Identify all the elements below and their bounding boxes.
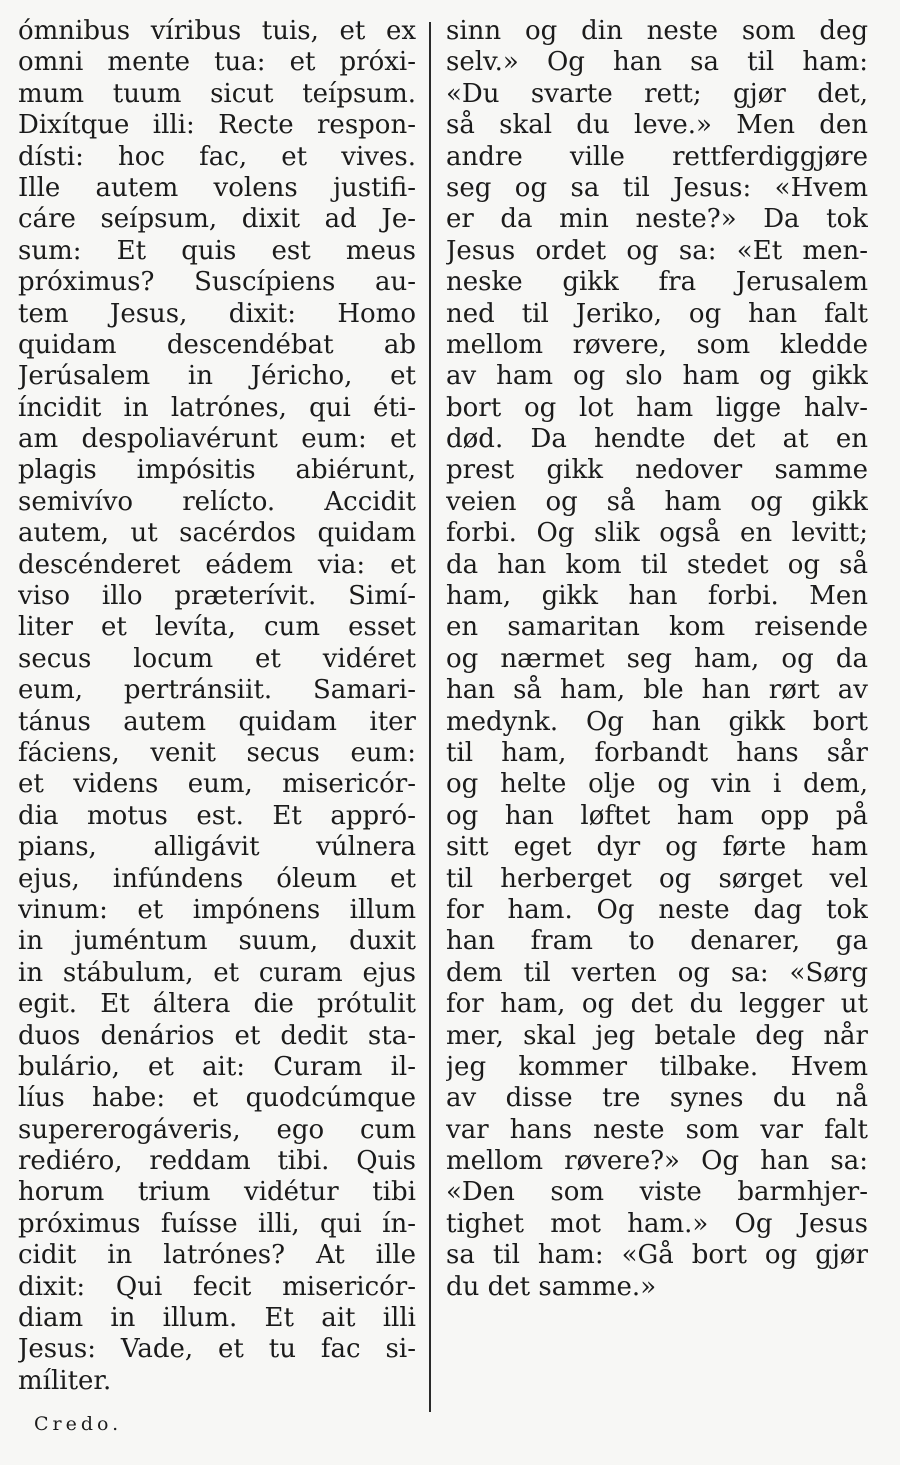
norwegian-text-line: andre ville rettferdiggjøre: [446, 141, 868, 172]
latin-text-line: cidit in latrónes? At ille: [18, 1240, 416, 1271]
norwegian-text-line: og han løftet ham opp på: [446, 800, 868, 831]
norwegian-text-line: «Den som viste barmhjer-: [446, 1177, 868, 1208]
latin-text-line: tánus autem quidam iter: [18, 706, 416, 737]
norwegian-text-line: han fram to denarer, ga: [446, 926, 868, 957]
latin-text-line: míliter.: [18, 1365, 112, 1396]
norwegian-text-line: seg og sa til Jesus: «Hvem: [446, 172, 868, 203]
latin-text-line: Jesus: Vade, et tu fac si-: [18, 1334, 416, 1365]
norwegian-text-line: av ham og slo ham og gikk: [446, 361, 868, 392]
norwegian-text-line: prest gikk nedover samme: [446, 455, 868, 486]
latin-text-line: liter et levíta, cum esset: [18, 612, 416, 643]
latin-text-line: autem, ut sacérdos quidam: [18, 518, 416, 549]
latin-text-line: viso illo præterívit. Simí-: [18, 581, 416, 612]
latin-text-line: descénderet eádem via: et: [18, 549, 416, 580]
norwegian-text-line: sinn og din neste som deg: [446, 16, 868, 46]
latin-text-line: supererogáveris, ego cum: [18, 1114, 416, 1145]
norwegian-text-line: medynk. Og han gikk bort: [446, 706, 868, 737]
column-divider: [429, 22, 431, 1412]
norwegian-text-line: sa til ham: «Gå bort og gjør: [446, 1240, 868, 1271]
latin-text-line: egit. Et áltera die prótulit: [18, 989, 416, 1020]
latin-text-line: próximus? Suscípiens au-: [18, 267, 416, 298]
norwegian-text-line: bort og lot ham ligge halv-: [446, 392, 868, 423]
latin-text-line: horum trium vidétur tibi: [18, 1177, 416, 1208]
latin-text-line: dia motus est. Et appró-: [18, 800, 416, 831]
norwegian-text-line: mer, skal jeg betale deg når: [446, 1020, 868, 1051]
norwegian-text-line: neske gikk fra Jerusalem: [446, 267, 868, 298]
latin-text-line: omni mente tua: et próxi-: [18, 47, 416, 78]
norwegian-text-line: og helte olje og vin i dem,: [446, 769, 868, 800]
norwegian-text-line: ned til Jeriko, og han falt: [446, 298, 868, 329]
norwegian-text-line: så skal du leve.» Men den: [446, 110, 868, 141]
norwegian-text-line: mellom røvere?» Og han sa:: [446, 1146, 868, 1177]
norwegian-text-column: [446, 16, 868, 1303]
norwegian-text-line: død. Da hendte det at en: [446, 424, 868, 455]
latin-text-column: [18, 16, 416, 1397]
latin-text-line: cáre seípsum, dixit ad Je-: [18, 204, 416, 235]
norwegian-text-line: «Du svarte rett; gjør det,: [446, 78, 868, 109]
norwegian-text-line: ham, gikk han forbi. Men: [446, 581, 868, 612]
latin-text-line: Ille autem volens justifi-: [18, 172, 416, 203]
latin-text-line: am despoliavérunt eum: et: [18, 424, 416, 455]
norwegian-text-line: selv.» Og han sa til ham:: [446, 47, 868, 78]
norwegian-text-line: Jesus ordet og sa: «Et men-: [446, 235, 868, 266]
latin-text-line: bulário, et ait: Curam il-: [18, 1051, 416, 1082]
latin-text-line: duos denários et dedit sta-: [18, 1020, 416, 1051]
norwegian-text-line: en samaritan kom reisende: [446, 612, 868, 643]
norwegian-text-line: til ham, forbandt hans sår: [446, 737, 868, 768]
latin-text-line: próximus fuísse illi, qui ín-: [18, 1208, 416, 1239]
norwegian-text-line: til herberget og sørget vel: [446, 863, 868, 894]
norwegian-text-line: da han kom til stedet og så: [446, 549, 868, 580]
latin-text-line: íncidit in latrónes, qui éti-: [18, 392, 416, 423]
latin-text-line: dixit: Qui fecit misericór-: [18, 1271, 416, 1302]
norwegian-text-line: av disse tre synes du nå: [446, 1083, 868, 1114]
latin-text-line: tem Jesus, dixit: Homo: [18, 298, 416, 329]
latin-text-line: ejus, infúndens óleum et: [18, 863, 416, 894]
latin-text-line: in juméntum suum, duxit: [18, 926, 416, 957]
latin-text-line: et videns eum, misericór-: [18, 769, 416, 800]
norwegian-text-line: tighet mot ham.» Og Jesus: [446, 1208, 868, 1239]
latin-text-line: ómnibus víribus tuis, et ex: [18, 16, 416, 46]
norwegian-text-line: han så ham, ble han rørt av: [446, 675, 868, 706]
latin-text-line: vinum: et impónens illum: [18, 894, 416, 925]
norwegian-text-line: forbi. Og slik også en levitt;: [446, 518, 868, 549]
latin-text-line: rediéro, reddam tibi. Quis: [18, 1146, 416, 1177]
credo-heading: Credo.: [34, 1413, 123, 1435]
latin-text-line: pians, alligávit vúlnera: [18, 832, 416, 863]
latin-text-line: semivívo relícto. Accidit: [18, 486, 416, 517]
latin-text-line: quidam descendébat ab: [18, 329, 416, 360]
latin-text-line: dísti: hoc fac, et vives.: [18, 141, 416, 172]
norwegian-text-line: mellom røvere, som kledde: [446, 329, 868, 360]
norwegian-text-line: er da min neste?» Da tok: [446, 204, 868, 235]
norwegian-text-line: var hans neste som var falt: [446, 1114, 868, 1145]
latin-text-line: Dixítque illi: Recte respon-: [18, 110, 416, 141]
norwegian-text-line: sitt eget dyr og førte ham: [446, 832, 868, 863]
norwegian-text-line: og nærmet seg ham, og da: [446, 643, 868, 674]
latin-text-line: in stábulum, et curam ejus: [18, 957, 416, 988]
norwegian-text-line: veien og så ham og gikk: [446, 486, 868, 517]
latin-text-line: diam in illum. Et ait illi: [18, 1303, 416, 1334]
norwegian-text-line: du det samme.»: [446, 1271, 657, 1302]
norwegian-text-line: for ham, og det du legger ut: [446, 989, 868, 1020]
norwegian-text-line: jeg kommer tilbake. Hvem: [446, 1051, 868, 1082]
norwegian-text-line: for ham. Og neste dag tok: [446, 894, 868, 925]
latin-text-line: Jerúsalem in Jéricho, et: [18, 361, 416, 392]
latin-text-line: líus habe: et quodcúmque: [18, 1083, 416, 1114]
latin-text-line: secus locum et vidéret: [18, 643, 416, 674]
latin-text-line: fáciens, venit secus eum:: [18, 737, 416, 768]
latin-text-line: mum tuum sicut teípsum.: [18, 78, 416, 109]
latin-text-line: eum, pertránsiit. Samari-: [18, 675, 416, 706]
norwegian-text-line: dem til verten og sa: «Sørg: [446, 957, 868, 988]
latin-text-line: sum: Et quis est meus: [18, 235, 416, 266]
latin-text-line: plagis impósitis abiérunt,: [18, 455, 416, 486]
